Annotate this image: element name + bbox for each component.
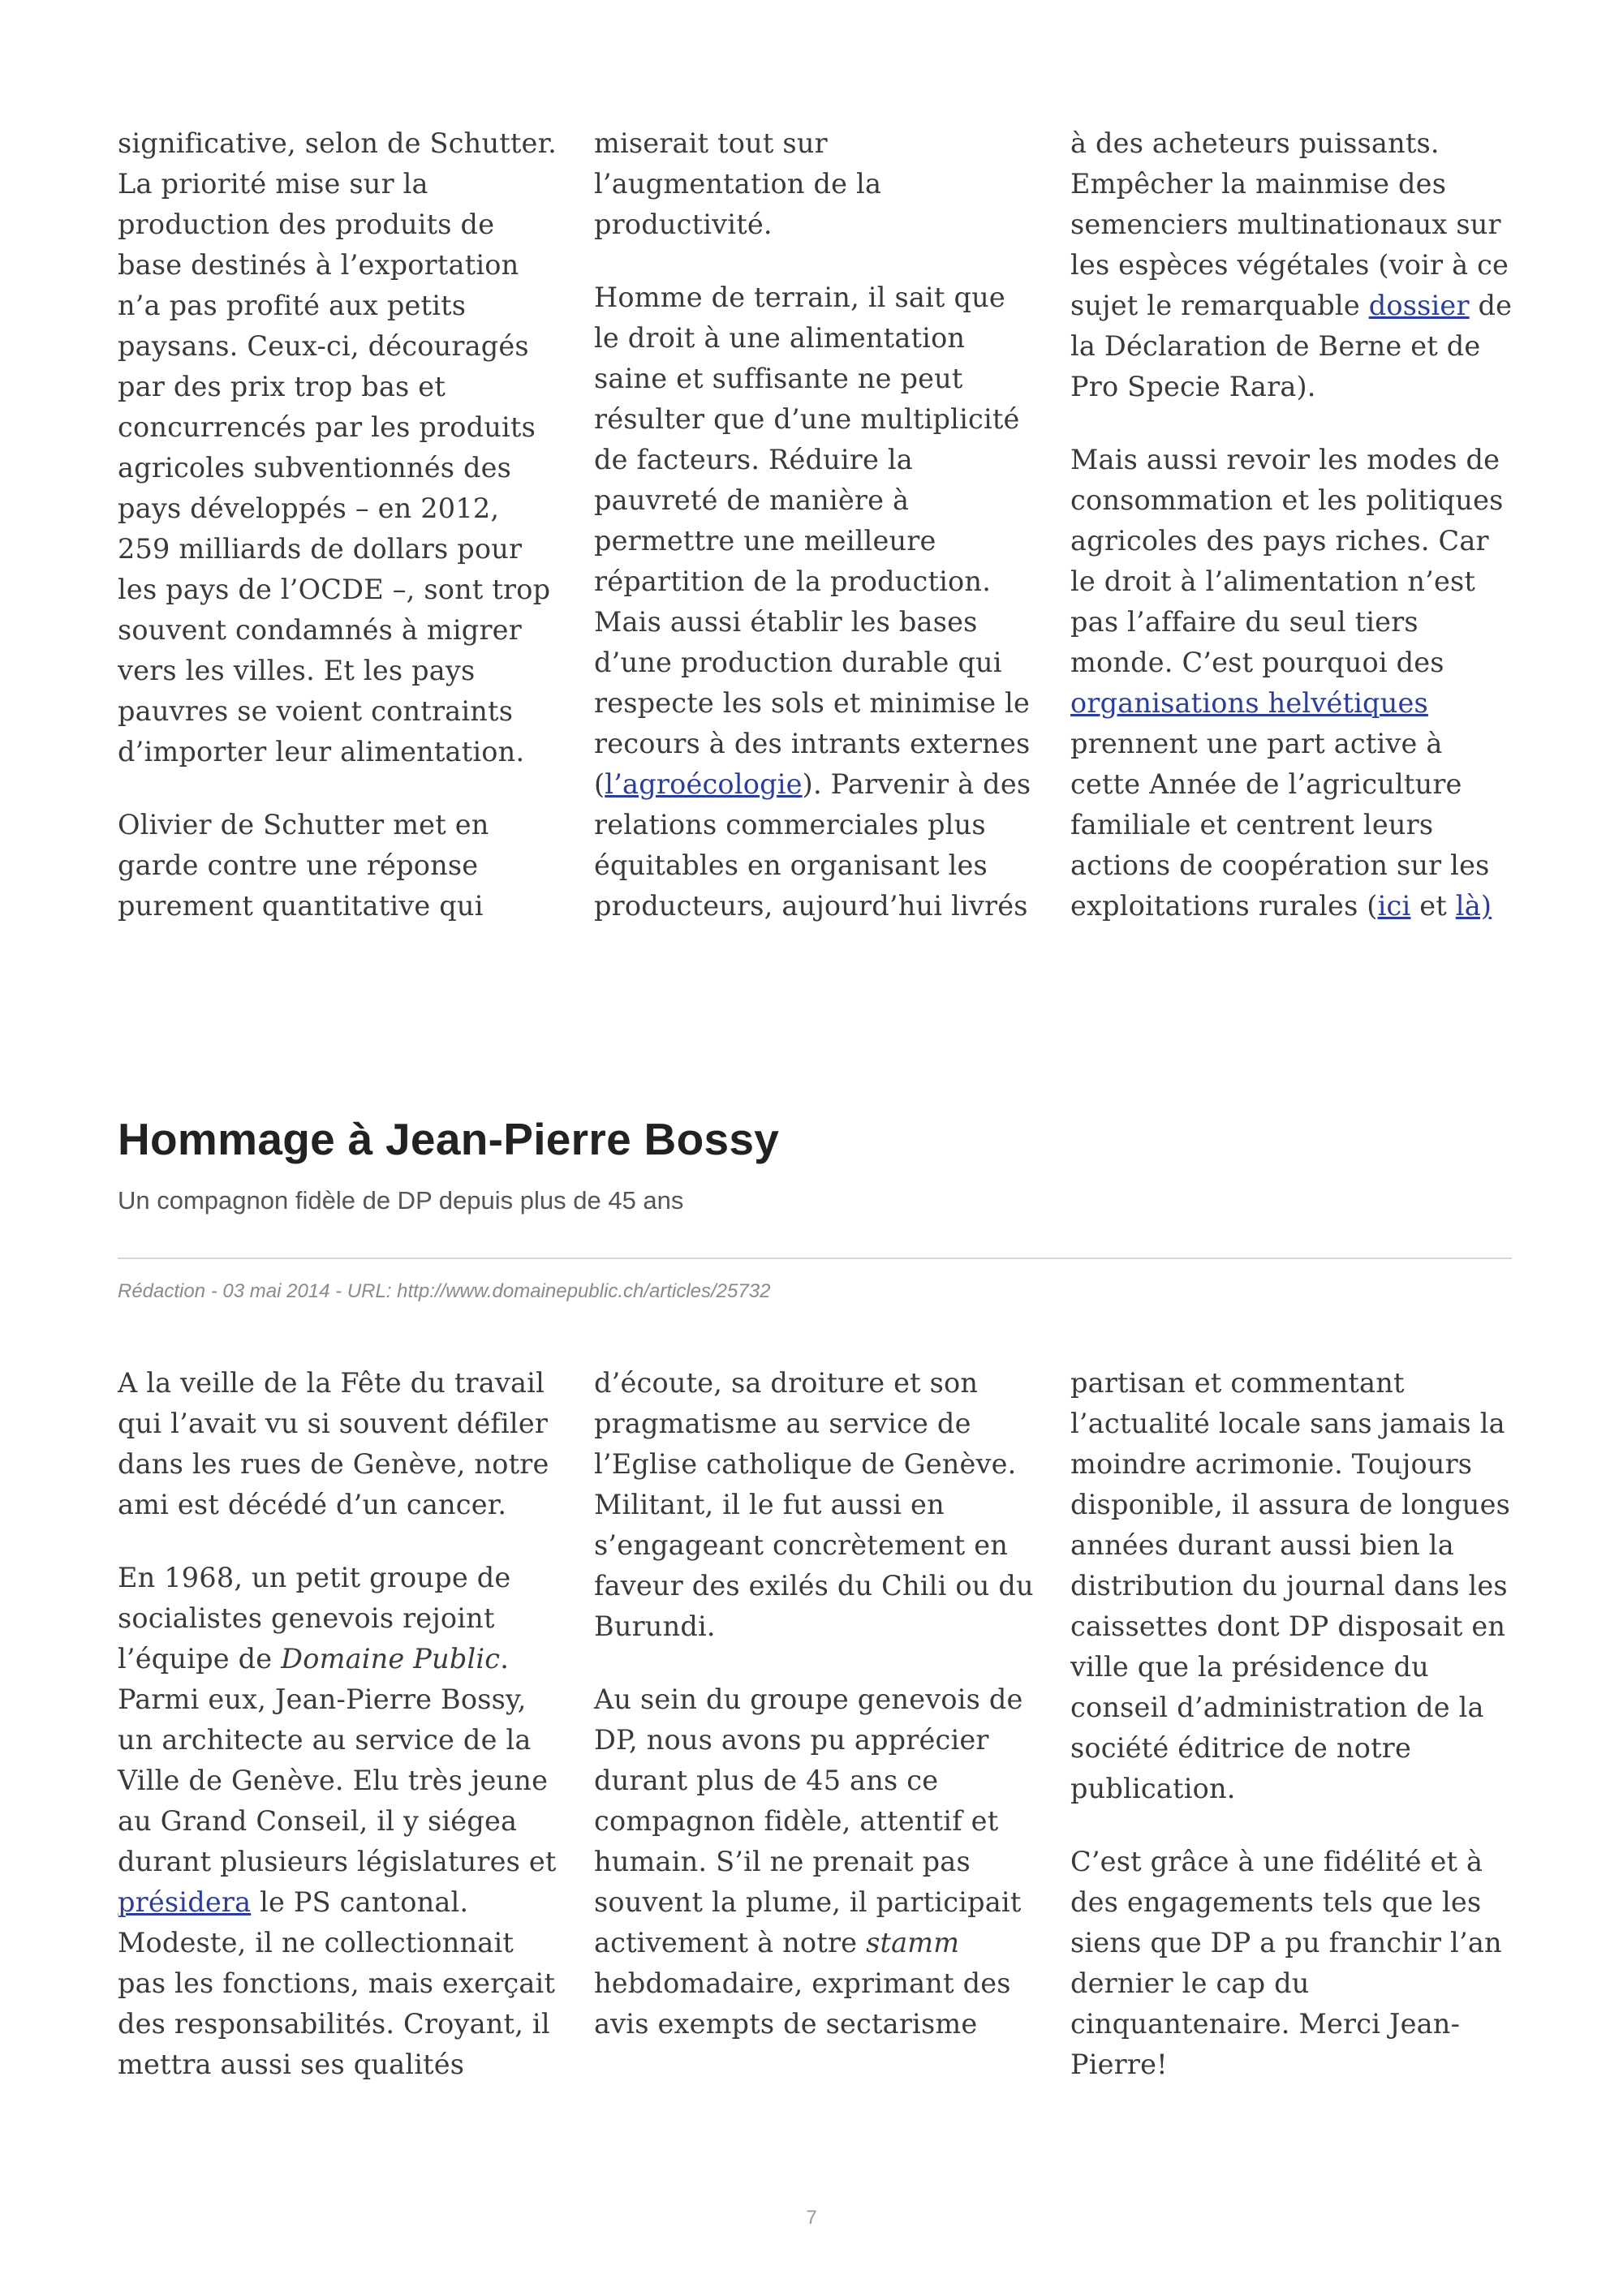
la-link[interactable]: là) [1455,890,1492,922]
paragraph: En 1968, un petit groupe de socialistes genevois rejoint l’équipe de Domaine Public. Parmi eux, Jean-Pierre Bossy, un architecte au service de la Ville de Genève. Elu très jeune au Grand Conseil, il y siégea durant plusieurs législatures et présidera le PS cantonal. Modeste, il ne collectionnait pas les fonctions, mais exerçait des responsabilités. Croyant, il mettra aussi ses qualités [118,1562,557,2080]
presidera-link[interactable]: présidera [118,1886,252,1918]
dossier-link[interactable]: dossier [1368,290,1470,321]
paragraph: C’est grâce à une fidélité et à des engagements tels que les siens que DP a pu franchir l’an dernier le cap du cinquantenaire. Merci Jean-Pierre! [1070,1846,1502,2080]
article-columns [118,1363,1513,2085]
paragraph: miserait tout sur l’augmentation de la productivité. [594,127,882,240]
page-number: 7 [806,2207,817,2229]
paragraph: Homme de terrain, il sait que le droit à une alimentation saine et suffisante ne peut résulter que d’une multiplicité de facteurs. Réduire la pauvreté de manière à permettre une meilleure répartition de la production. Mais aussi établir les bases d’une production durable qui respecte les sols et minimise le recours à des intrants externes (l’agroécologie). Parvenir à des relations commerciales plus équitables en organisant les producteurs, aujourd’hui livrés [594,282,1031,922]
paragraph: A la veille de la Fête du travail qui l’avait vu si souvent défiler dans les rues de Genève, notre ami est décédé d’un cancer. [118,1367,549,1520]
column-1 [118,123,560,927]
column-3 [1070,123,1513,927]
column-2 [594,1363,1036,2085]
ici-link[interactable]: ici [1377,890,1411,922]
article-title: Hommage à Jean-Pierre Bossy [118,1114,780,1164]
divider [118,1258,1512,1259]
previous-article-columns [118,123,1513,927]
paragraph: partisan et commentant l’actualité locale sans jamais la moindre acrimonie. Toujours disponible, il assura de longues années durant aussi bien la distribution du journal dans les caissettes dont DP disposait en ville que la présidence du conseil d’administration de la société éditrice de notre publication. [1070,1367,1510,1804]
column-3 [1070,1363,1513,2085]
article-meta: Rédaction - 03 mai 2014 - URL: http://www.domainepublic.ch/articles/25732 [118,1280,771,1302]
paragraph: à des acheteurs puissants. Empêcher la mainmise des semenciers multinationaux sur les espèces végétales (voir à ce sujet le remarquable dossier de la Déclaration de Berne et de Pro Specie Rara). [1070,127,1513,402]
paragraph: Mais aussi revoir les modes de consommation et les politiques agricoles des pays riches. Car le droit à l’alimentation n’est pas l’affaire du seul tiers monde. C’est pourquoi des organisations helvétiques prennent une part active à cette Année de l’agriculture familiale et centrent leurs actions de coopération sur les exploitations rurales (ici et là) [1070,444,1504,922]
paragraph: significative, selon de Schutter. La priorité mise sur la production des produits de base destinés à l’exportation n’a pas profité aux petits paysans. Ceux-ci, découragés par des prix trop bas et concurrencés par les produits agricoles subventionnés des pays développés – en 2012, 259 milliards de dollars pour les pays de l’OCDE –, sont trop souvent condamnés à migrer vers les villes. Et les pays pauvres se voient contraints d’importer leur alimentation. [118,127,557,767]
column-1 [118,1363,560,2085]
article-subtitle: Un compagnon fidèle de DP depuis plus de 45 ans [118,1186,684,1215]
agroecologie-link[interactable]: l’agroécologie [605,768,803,800]
paragraph: Olivier de Schutter met en garde contre une réponse purement quantitative qui [118,809,489,922]
organisations-helvetiques-link[interactable]: organisations helvétiques [1070,687,1428,719]
paragraph: Au sein du groupe genevois de DP, nous avons pu apprécier durant plus de 45 ans ce compagnon fidèle, attentif et humain. S’il ne prenait pas souvent la plume, il participait activement à notre stamm hebdomadaire, exprimant des avis exempts de sectarisme [594,1683,1023,2040]
paragraph: d’écoute, sa droiture et son pragmatisme au service de l’Eglise catholique de Genève. Militant, il le fut aussi en s’engageant concrètement en faveur des exilés du Chili ou du Burundi. [594,1367,1034,1642]
column-2 [594,123,1036,927]
